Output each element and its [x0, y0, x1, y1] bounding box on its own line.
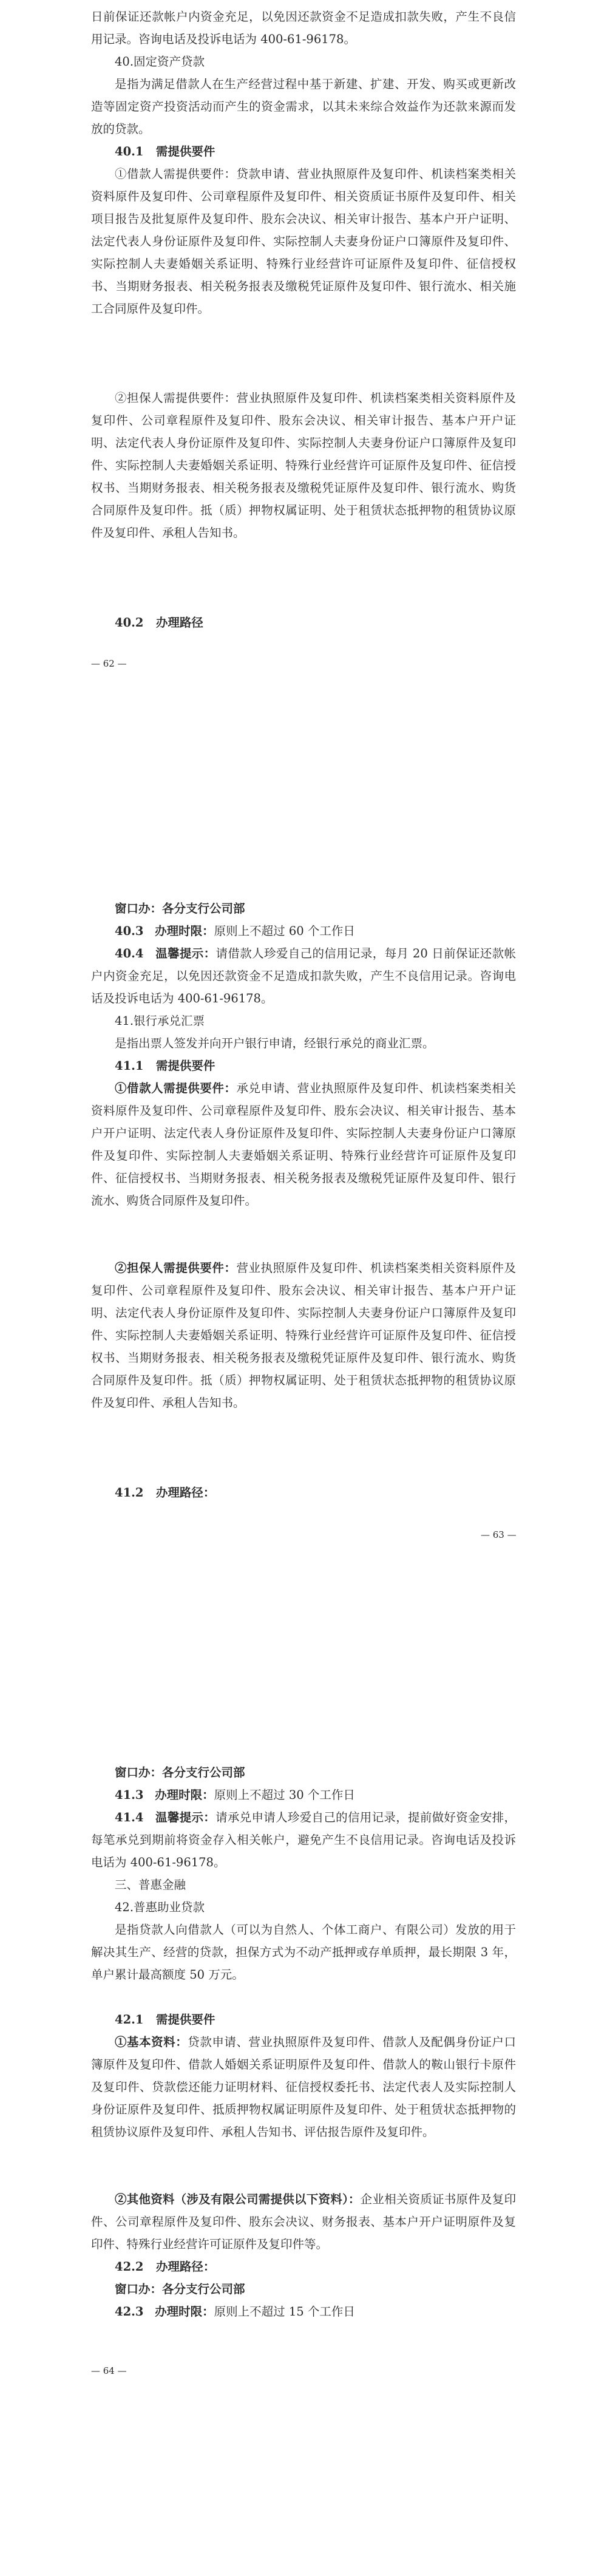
processing-time: 原则上不超过 15 个工作日	[214, 2305, 355, 2319]
subheading-41-1	[115, 1055, 515, 1077]
requirement-text: 贷款申请、营业执照原件及复印件、借款人及配偶身份证户口簿原件及复印件、借款人婚姻关系证明原件及复印件、借款人的鞍山银行卡原件及复印件、贷款偿还能力证明材料、征信授权委托书、法定代表人及实际控制人身份证原件及复印件、抵质押物权属证明原件及复印件、处于租赁状态抵押物的租赁协议原件及复印件、承租人告知书、评估报告原件及复印件。	[91, 2035, 516, 2139]
section-heading-40: 40.固定资产贷款	[115, 55, 205, 69]
requirement-label: ①借款人需提供要件：	[115, 1081, 237, 1095]
subheading-42-2	[115, 2255, 515, 2278]
paragraph-41-1-guarantor	[91, 1257, 516, 1414]
paragraph-42-1-basic	[91, 2031, 516, 2143]
window-office: 窗口办：各分支行公司部	[115, 902, 245, 916]
page-64	[0, 1716, 607, 2576]
paragraph-40-4-tip	[91, 942, 516, 1010]
page-number: — 63 —	[481, 1529, 517, 1540]
continued-paragraph: 日前保证还款帐户内资金充足，以免因还款资金不足造成扣款失败，产生不良信用记录。咨询电话及投诉电话为 400-61-96178。	[91, 10, 516, 46]
subheading-number: 41.2	[115, 1486, 144, 1500]
tip-label: 温馨提示：	[155, 946, 216, 960]
requirement-text: 营业执照原件及复印件、机读档案类相关资料原件及复印件、公司章程原件及复印件、股东会决议、相关审计报告、基本户开户证明、法定代表人身份证原件及复印件、实际控制人夫妻身份证户口簿原件及复印件、实际控制人夫妻婚姻关系证明、特殊行业经营许可证原件及复印件、征信授权书、当期财务报表、相关税务报表及缴税凭证原件及复印件、银行流水、购货合同原件及复印件。抵（质）押物权属证明、处于租赁状态抵押物的租赁协议原件及复印件、承租人告知书。	[91, 1261, 516, 1410]
subheading-number: 40.1	[115, 144, 144, 158]
subheading-40-3	[115, 920, 515, 942]
subheading-label: 办理路径：	[155, 2260, 215, 2274]
subheading-label: 需提供要件	[155, 2013, 215, 2027]
tip-text: 请借款人珍爱自己的信用记录，每月 20 日前保证还款帐户内资金充足，以免因还款资金不足造成扣款失败，产生不良信用记录。咨询电话及投诉电话为 400-61-96178。	[91, 946, 516, 1005]
requirement-text: 承兑申请、营业执照原件及复印件、机读档案类相关资料原件及复印件、公司章程原件及复印件、股东会决议、相关审计报告、基本户开户证明、法定代表人身份证原件及复印件、实际控制人夫妻身份证户口簿原件及复印件、实际控制人夫妻婚姻关系证明、特殊行业经营许可证原件及复印件、征信授权书、当期财务报表、相关税务报表及缴税凭证原件及复印件、银行流水、购货合同原件及复印件。	[91, 1081, 516, 1208]
paragraph-42-definition: 是指贷款人向借款人（可以为自然人、个体工商户、有限公司）发放的用于解决其生产、经营的贷款，担保方式为不动产抵押或存单质押，最长期限 3 年，单户累计最高额度 50 万元。	[91, 1923, 516, 1982]
paragraph-41-4-tip	[91, 1806, 516, 1874]
tip-text: 请承兑申请人珍爱自己的信用记录，提前做好资金安排，每笔承兑到期前将资金存入相关帐户，避免产生不良信用记录。咨询电话及投诉电话为 400-61-96178。	[91, 1810, 516, 1869]
subheading-number: 42.3	[115, 2305, 144, 2319]
page-63	[0, 856, 607, 1716]
paragraph-42-1-other	[91, 2188, 516, 2255]
processing-time: 原则上不超过 30 个工作日	[214, 1788, 355, 1802]
subheading-40-1	[115, 140, 515, 163]
subheading-41-3	[115, 1784, 515, 1806]
chapter-heading: 三、普惠金融	[115, 1878, 186, 1892]
requirement-text: 企业相关资质证书原件及复印件、公司章程原件及复印件、股东会决议、财务报表、基本户开户证明原件及复印件、特殊行业经营许可证原件及复印件等。	[91, 2192, 516, 2251]
subheading-label: 需提供要件	[155, 1059, 215, 1073]
subheading-label: 需提供要件	[155, 144, 215, 158]
paragraph-40-definition: 是指为满足借款人在生产经营过程中基于新建、扩建、开发、购买或更新改造等固定资产投资活动而产生的资金需求，以其未来综合效益作为还款来源而发放的贷款。	[91, 77, 516, 136]
tip-label: 温馨提示：	[155, 1810, 216, 1824]
window-office: 窗口办：各分支行公司部	[115, 2282, 245, 2296]
subheading-42-3	[115, 2300, 515, 2323]
page-62	[0, 0, 607, 856]
subheading-40-2	[115, 611, 515, 634]
processing-time: 原则上不超过 60 个工作日	[214, 924, 355, 938]
section-heading-42: 42.普惠助业贷款	[115, 1900, 205, 1914]
subheading-42-1	[115, 2008, 515, 2031]
subheading-number: 42.1	[115, 2013, 144, 2027]
tip-number: 40.4	[115, 946, 144, 960]
requirement-label: ②其他资料（涉及有限公司需提供以下资料）：	[115, 2192, 361, 2206]
subheading-label: 办理时限：	[155, 2305, 214, 2319]
subheading-label: 办理路径	[155, 616, 203, 630]
subheading-41-2	[115, 1481, 515, 1504]
paragraph-40-1-guarantor: ②担保人需提供要件：营业执照原件及复印件、机读档案类相关资料原件及复印件、公司章程原件及复印件、股东会决议、相关审计报告、基本户开户证明、法定代表人身份证原件及复印件、实际控制人夫妻身份证户口簿原件及复印件、实际控制人夫妻婚姻关系证明、特殊行业经营许可证原件及复印件、征信授权书、当期财务报表、相关税务报表及缴税凭证原件及复印件、银行流水、购货合同原件及复印件。抵（质）押物权属证明、处于租赁状态抵押物的租赁协议原件及复印件、承租人告知书。	[91, 391, 516, 540]
window-office: 窗口办：各分支行公司部	[115, 1765, 245, 1779]
subheading-label: 办理路径：	[155, 1486, 215, 1500]
section-heading-41: 41.银行承兑汇票	[115, 1014, 205, 1028]
page-number: — 64 —	[91, 2365, 127, 2376]
subheading-label: 办理时限：	[155, 1788, 214, 1802]
paragraph-40-1-borrower: ①借款人需提供要件：贷款申请、营业执照原件及复印件、机读档案类相关资料原件及复印件、公司章程原件及复印件、相关资质证书原件及复印件、相关项目报告及批复原件及复印件、股东会决议、相关审计报告、基本户开户证明、法定代表人身份证原件及复印件、实际控制人夫妻身份证户口簿原件及复印件、实际控制人夫妻婚姻关系证明、特殊行业经营许可证原件及复印件、征信授权书、当期财务报表、相关税务报表及缴税凭证原件及复印件、银行流水、相关施工合同原件及复印件。	[91, 167, 516, 316]
subheading-number: 40.2	[115, 616, 144, 630]
requirement-label: ①基本资料：	[115, 2035, 188, 2049]
subheading-label: 办理时限：	[155, 924, 214, 938]
paragraph-41-definition: 是指出票人签发并向开户银行申请，经银行承兑的商业汇票。	[115, 1036, 435, 1050]
subheading-number: 41.3	[115, 1788, 144, 1802]
paragraph-41-1-borrower	[91, 1077, 516, 1212]
requirement-label: ②担保人需提供要件：	[115, 1261, 237, 1275]
subheading-number: 41.1	[115, 1059, 144, 1073]
page-number: — 62 —	[91, 658, 127, 669]
subheading-number: 42.2	[115, 2260, 144, 2274]
tip-number: 41.4	[115, 1810, 144, 1824]
subheading-number: 40.3	[115, 924, 144, 938]
